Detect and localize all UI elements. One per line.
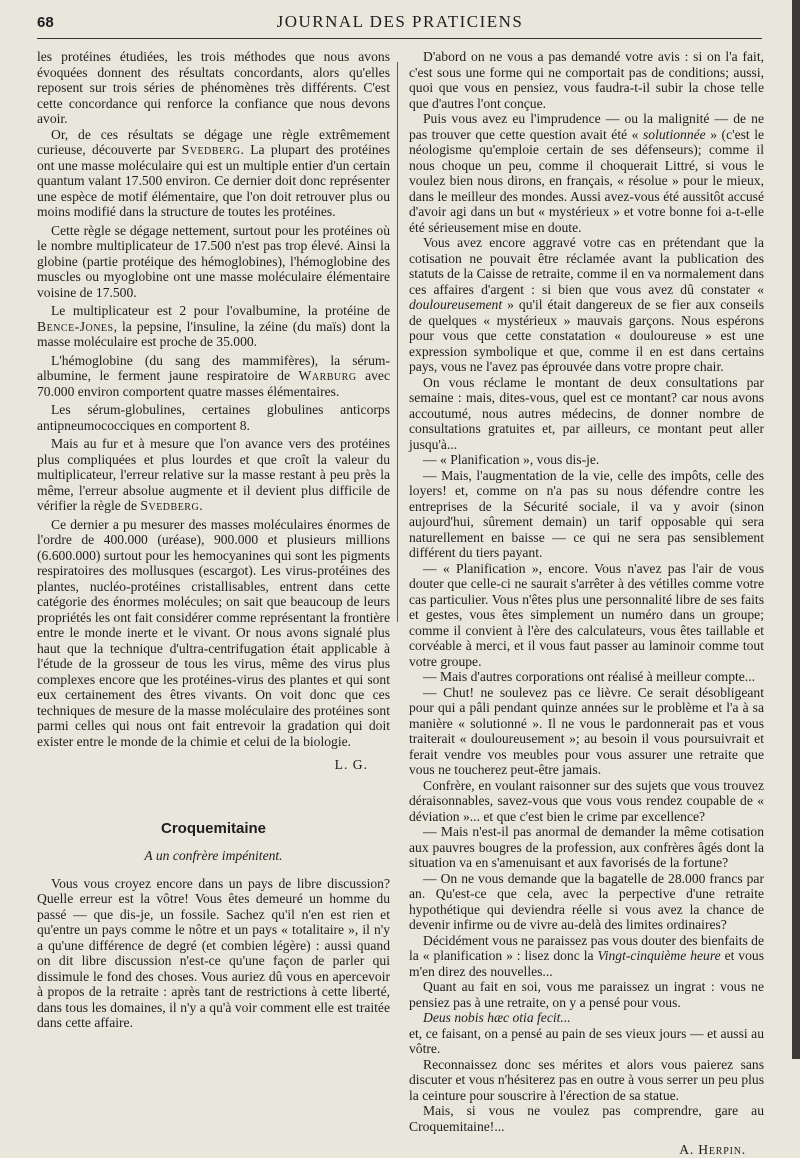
text-run: , la pepsine, l'insuline, la zéine (du maïs) dont la masse moléculaire est proche de 35.000. xyxy=(37,318,390,349)
latin-quote xyxy=(409,1010,764,1026)
column-divider xyxy=(397,62,398,622)
right-column xyxy=(409,49,764,1158)
paragraph xyxy=(37,436,390,514)
header-rule xyxy=(37,38,762,39)
text-run: Or, de ces résultats se dégage une règle extrêmement curieuse, découverte par xyxy=(37,126,390,157)
emphasis: solutionnée xyxy=(643,126,706,142)
text-run: et vous m'en direz des nouvelles... xyxy=(409,948,764,979)
paragraph xyxy=(409,235,764,375)
text-run: . xyxy=(199,498,203,513)
signature: L. G. xyxy=(334,757,368,772)
author-name: Bence-Jones xyxy=(37,318,114,334)
emphasis: Deus nobis hæc otia fecit... xyxy=(423,1010,571,1025)
page-number: 68 xyxy=(37,14,54,31)
paragraph: les protéines étudiées, les trois méthodes que nous avons évoquées donnent des résultats concordants, alors qu'elles reposent sur trois séries de phénomènes très différents. C'est cette concordance qui renforce la confiance que nous devons avoir. xyxy=(37,49,390,126)
paragraph: — Mais, l'augmentation de la vie, celle des impôts, celle des loyers! et, comme on n'a pas su nous défendre contre les entreprises de la Sécurité sociale, il va y avoir (sinon aujourd'hui, sûrement demain) un tarif opposable qui sera naturellement en baisse — ce qui ne sera pas sensiblement différent du tiers payant. xyxy=(409,467,764,560)
text-run: Puis vous avez eu l'imprudence — ou la malignité — de ne pas trouver que cette question avait été « xyxy=(409,111,764,142)
paragraph: — On ne vous demande que la bagatelle de 28.000 francs par an. Qu'est-ce que cela, avec la perpective d'une retraite hypothétique qui deviendra réelle si vous avez la chance de devenir infirme ou de vivre au-delà des limites ordinaires? xyxy=(409,870,764,932)
text-run: Mais au fur et à mesure que l'on avance vers des protéines plus compliquées et plus lourdes et que croît la valeur du multiplicateur, l'erreur relative sur la masse restant à peu près la même, l'erreur absolue augmente et il devient plus difficile de vérifier la règle de xyxy=(37,436,390,513)
left-column xyxy=(37,49,390,1031)
article-subtitle: A un confrère impénitent. xyxy=(144,848,283,863)
paragraph xyxy=(409,933,764,980)
paragraph: — « Planification », encore. Vous n'avez pas l'air de vous douter que celle-ci ne saurait s'arrêter à des vétilles comme votre cas particulier. Vous n'êtes plus une personnalité libre de ses faits et gestes, vous êtes simplement un numéro dans un groupe; comme il convient à l'ère des calculateurs, vous êtes taillable et corvéable à merci, et il vous faut passer au laminoir comme tout votre groupe. xyxy=(409,560,764,669)
paragraph: Cette règle se dégage nettement, surtout pour les protéines où le nombre multiplicateur de 17.500 n'est pas trop élevé. Ainsi la globine (partie protéique des hémoglobines), l'hémoglobine des muscles ou myoglobine ont une masse moléculaire élémentaire voisine de 17.500. xyxy=(37,222,390,300)
paragraph: — Chut! ne soulevez pas ce lièvre. Ce serait désobligeant pour qui a pâli pendant quinze années sur le problème et l'a à sa manière « solutionné ». Il ne vous le pardonnerait pas et vous traiterait « douloureusement »; au besoin il vous poursuivrait et ferait vendre vos meubles pour vous assurer une retraite que vous ne toucherez peut-être jamais. xyxy=(409,684,764,777)
paragraph: — Mais n'est-il pas anormal de demander la même cotisation aux pauvres bougres de la profession, aux confrères âgés dont la situation va en s'amenuisant et aux favorisés de la fortune? xyxy=(409,824,764,870)
paragraph: — Mais d'autres corporations ont réalisé à meilleur compte... xyxy=(423,669,755,684)
text-run: » (c'est le néologisme qu'emploie certain de ses défenseurs); comme il nous choque un peu, comme il choquerait Littré, si vous le voulez bien nous dirons, en français, « résolue » pour le mieux, dans le meilleur des mondes. Aussi avez-vous été aussitôt accusé d'avoir agi dans un but « mystérieux » et votre bonne foi a-t-elle été sérieusement mise en doute. xyxy=(409,126,765,235)
text-run: Vous avez encore aggravé votre cas en prétendant que la cotisation ne pouvait être réclamée avant la publication des statuts de la Caisse de retraite, comme il en va normalement dans ces affaires d'argent : si bien que vous avez dû constater « xyxy=(409,235,764,297)
text-run: Le multiplicateur est 2 pour l'ovalbumine, la protéine de xyxy=(51,303,390,318)
signature: A. Herpin. xyxy=(679,1142,746,1157)
paragraph: Vous vous croyez encore dans un pays de libre discussion? Quelle erreur est la vôtre! Vous êtes demeuré un homme du passé — que dis-je, un fossile. Sachez qu'il n'en est rien et qu'entre un pays comme le nôtre et un pays « totalitaire », il n'y a qu'une différence de degré (et combien légère) : aussi quand on dit libre discussion n'est-ce qu'une façon de parler qui dissimule le fond des choses. Vous auriez dû vous en apercevoir à propos de la retraite : après tant de restrictions à cette liberté, dans tous les domaines, il n'y a qu'à voir comment elle est traitée dans cette affaire. xyxy=(37,875,390,1030)
paragraph xyxy=(37,127,390,220)
paragraph: Reconnaissez donc ses mérites et alors vous paierez sans discuter et vous n'hésiterez pas en outre à vous serrer un peu plus la ceinture pour souscrire à l'érection de sa statue. xyxy=(409,1056,764,1103)
paragraph: D'abord on ne vous a pas demandé votre avis : si on l'a fait, c'est sous une forme qui ne comportait pas de conditions; aussi, quoi que vous en pensiez, vous faudra-t-il subir la chose telle que d'autres l'ont conçue. xyxy=(409,49,764,111)
paragraph xyxy=(37,303,390,350)
paragraph: Quant au fait en soi, vous me paraissez un ingrat : vous ne pensiez pas à une retraite, on y a pensé pour vous. xyxy=(409,979,764,1010)
author-name: Svedberg xyxy=(181,142,241,157)
paragraph: Mais, si vous ne voulez pas comprendre, gare au Croquemitaine!... xyxy=(409,1103,764,1134)
emphasis: Vingt-cinquième heure xyxy=(597,948,721,963)
running-head: JOURNAL DES PRATICIENS xyxy=(276,12,524,31)
paragraph: Les sérum-globulines, certaines globulines anticorps antipneumococciques en comportent 8. xyxy=(37,402,390,433)
author-name: Warburg xyxy=(298,368,357,383)
text-run: » qu'il était dangereux de se fier aux conseils de quelques « mystérieux » mauvais garçons. Nous espérons pour vous que cette constatation « douloureuse » est une expression symbolique et que, comme il en est dans certains pays, vous ne l'avez pas éprouvée dans votre propre chair. xyxy=(409,297,764,374)
paragraph: et, ce faisant, on a pensé au pain de ses vieux jours — et aussi au vôtre. xyxy=(409,1025,764,1056)
author-name: Svedberg xyxy=(140,498,200,513)
emphasis: douloureusement xyxy=(409,297,503,312)
text-run: . La plupart des protéines ont une masse moléculaire qui est un multiple entier d'un certain quantum valant 17.500 environ. Ce dernier doit donc représenter une espèce de motif élémentaire, que l'on doit retrouver plus ou moins modifié dans la structure de toutes les protéines. xyxy=(37,142,390,219)
paragraph: On vous réclame le montant de deux consultations par semaine : mais, dites-vous, quel est ce montant? car nous avons accoutumé, nous autres médecins, de donner nombre de consultations gratuites et, par ailleurs, ce montant peut aller jusqu'à... xyxy=(409,374,764,452)
text-run: avec 70.000 environ comportent quatre masses élémentaires. xyxy=(37,368,390,399)
paragraph xyxy=(37,353,390,400)
text-run: Décidément vous ne paraissez pas vous douter des bienfaits de la « planification » : lisez donc la xyxy=(409,932,764,963)
article-title: Croquemitaine xyxy=(160,819,266,837)
paragraph xyxy=(409,111,764,235)
paragraph: Ce dernier a pu mesurer des masses moléculaires énormes de l'ordre de 400.000 (uréase), 900.000 et plusieurs millions (6.600.000) surtout pour les hemocyanines qui sont les pigments respiratoires des mollusques (escargot). Les virus-protéines des plantes, nucléo-protéines cristallisables, entrent dans cette catégorie des énormes molécules; on sait que beaucoup de leurs propriétés les ont fait considérer comme représentant la frontière entre le monde inerte et le vivant. Or nous avons signalé plus haut que la technique d'ultra-centrifugation était applicable à l'étude de la grosseur de tous les virus, même des virus plus complexes encore que les protéines-virus des plantes et qui sont eux certainement des êtres vivants. On voit donc que ces techniques de mesure de la masse moléculaire des protéines sont parmi celles qui nous ont fait entrevoir la gradation qui doit exister entre le monde de la chimie et celui de la biologie. xyxy=(37,516,390,749)
binding-edge xyxy=(792,0,800,1059)
text-run: L'hémoglobine (du sang des mammifères), la sérum-albumine, le ferment jaune respiratoire de xyxy=(37,352,390,383)
paragraph: Confrère, en voulant raisonner sur des sujets que vous trouvez déraisonnables, savez-vous que vous vous rendez coupable de « déviation »... et que c'est bien le crime par excellence? xyxy=(409,777,764,824)
paragraph: — « Planification », vous dis-je. xyxy=(423,452,600,467)
